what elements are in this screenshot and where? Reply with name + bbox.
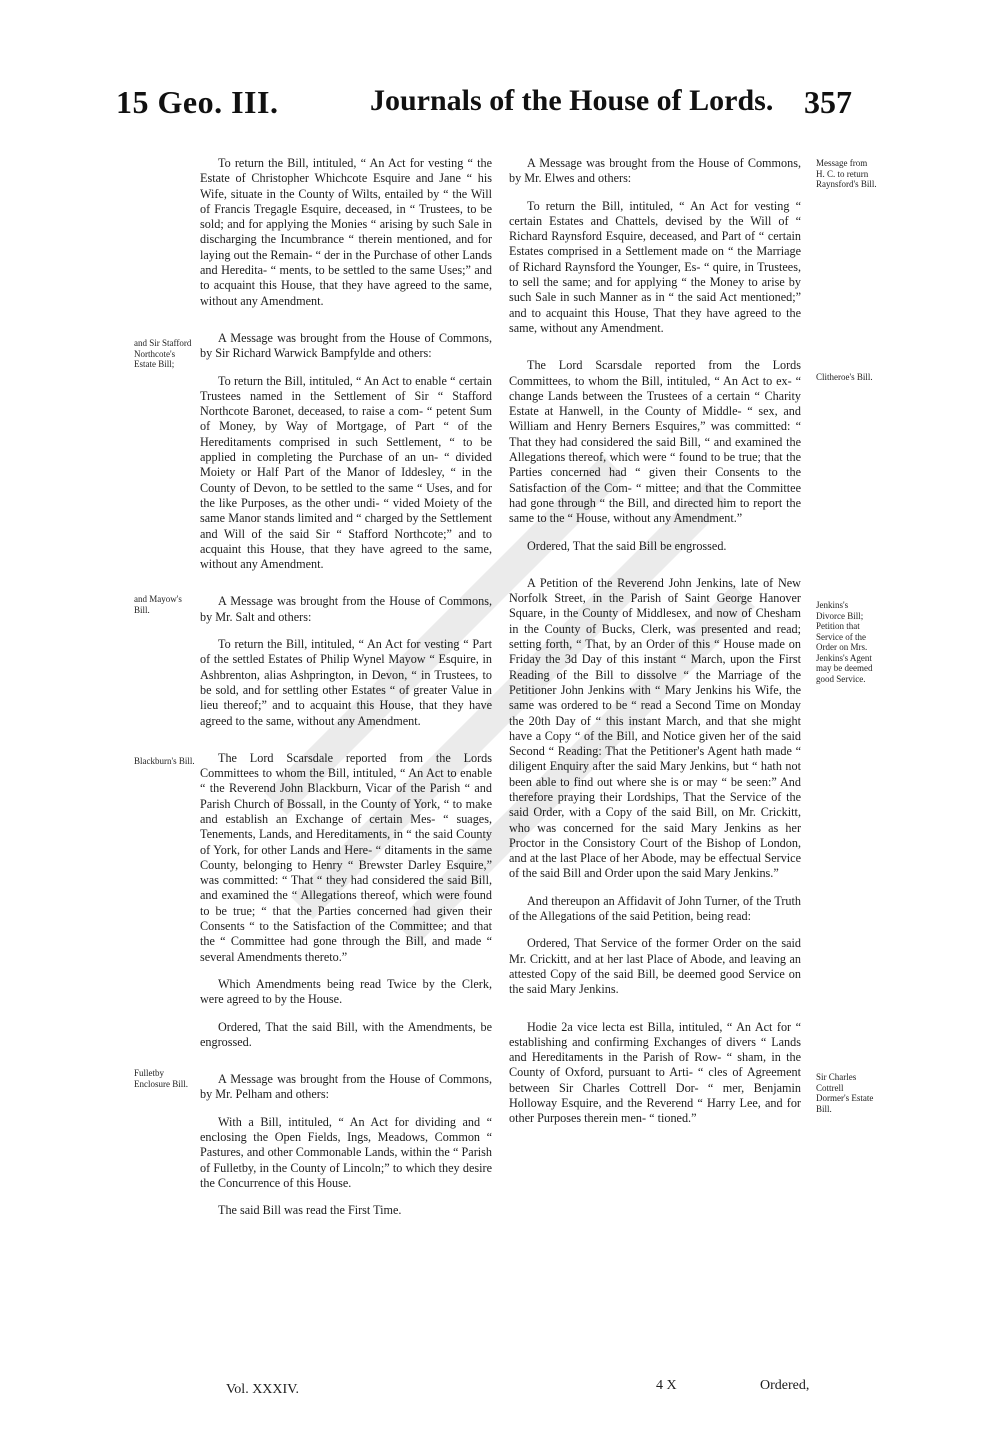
paragraph: Ordered, That the said Bill, with the Amendments, be engrossed.: [200, 1019, 492, 1049]
signature-mark: 4 X: [656, 1378, 677, 1393]
paragraph: The Lord Scarsdale reported from the Lords Committees, to whom the Bill, intituled, “ An Act to ex- “ change Lands between the Trustees of a certain “ Charity Estate at Hanwell, in the County of Middle- “ sex, and William and Henry Berners Esquires,” was committed: “ That they had considered the said Bill, “ and examined the Allegations thereof, which were “ found to be true; that the Parties concerned had “ given their Consents to the Satisfaction of the Com- “ mittee; and that the Committee had gone through “ the Bill, and directed him to report the same to the “ House, without any Amendment.”: [509, 358, 801, 526]
page-number: 357: [804, 84, 852, 120]
paragraph: A Message was brought from the House of Commons, by Mr. Elwes and others:: [509, 156, 801, 186]
paragraph: To return the Bill, intituled, “ An Act for vesting “ the Estate of Christopher Whichcote Esquire and Jane “ his Wife, situate in the County of Wilts, entailed by “ the Will of Francis Tregagle Esquire, deceased, in “ Trustees, to be sold; and for applying the Monies “ arising by such Sale in discharging the Incumbrance “ therein mentioned, and for laying out the Remain- “ der in the Purchase of other Lands and Heredita- “ ments, to be settled to the same Uses;” and to acquaint this House, that they have agreed to the same, without any Amendment.: [200, 156, 492, 308]
margin-note: Jenkins's Divorce Bill; Petition that Service of the Order on Mrs. Jenkins's Agent may be deemed good Service.: [816, 600, 873, 684]
paragraph: To return the Bill, intituled, “ An Act for vesting “ Part of the settled Estates of Philip Wynel Mayow “ Esquire, in Ashbrenton, alias Ashprington, in Devon, “ in Trustees, to be sold, and for settling other Estates “ of greater Value in lieu thereof;” and to acquaint this House, that they have agreed to the same, without any Amendment.: [200, 637, 492, 728]
paragraph: To return the Bill, intituled, “ An Act for vesting “ certain Estates and Chattels, devised by the Will of “ Richard Raynsford Esquire, deceased, and Part of “ certain Estates comprised in a Settlement made on “ the Marriage of Richard Raynsford the Younger, Es- “ quire, in Trustees, to sell the same; and for applying “ the Money to arise by such Sale in such Manner as in “ the said Act mentioned;” and to acquaint this House, That they have agreed to the same, without any Amendment.: [509, 198, 801, 335]
margin-note: Sir Charles Cottrell Dormer's Estate Bill.: [816, 1072, 874, 1114]
paragraph: A Message was brought from the House of Commons, by Mr. Pelham and others:: [200, 1072, 492, 1102]
paragraph: To return the Bill, intituled, “ An Act to enable “ certain Trustees named in the Settlement of Sir “ Stafford Northcote Baronet, deceased, to raise a com- “ petent Sum of Money, by Way of Mortgage, of Part “ of the Hereditaments comprised in such Settlement, “ to be applied in completing the Purchase of an un- “ divided Moiety or Half Part of the Manor of Iddesley, “ in the County of Devon, to be settled to the same “ Uses, and for the like Purposes, as the other undi- “ vided Moiety of the same Manor stands limited and “ charged by the Settlement and Will of the said Sir “ Stafford Northcote;” and to acquaint this House, that they have agreed to the same, without any Amendment.: [200, 373, 492, 572]
paragraph: Which Amendments being read Twice by the Clerk, were agreed to by the House.: [200, 976, 492, 1007]
paragraph: The Lord Scarsdale reported from the Lords Committees to whom the Bill, intituled, “ An Act to enable “ the Reverend John Blackburn, Vicar of the Parish “ and Parish Church of Bossall, in the County of York, “ to make and establish an Exchange of certain Mes- “ suages, Tenements, Lands, and Hereditaments, in “ the said County of York, for other Lands and Here- “ ditaments in the same County, belonging to Henry “ Brewster Darley Esquire,” was committed: “ That “ they had considered the said Bill, and examined the “ Allegations thereof, which were found to be true; “ that the Parties concerned had given their Consents “ to the Satisfaction of the Committee; and that the “ Committee had gone through the Bill, and made “ several Amendments thereto.”: [200, 750, 492, 964]
running-head-title: Journals of the House of Lords.: [370, 84, 774, 117]
paragraph: The said Bill was read the First Time.: [218, 1203, 402, 1218]
running-head-regnal-year: 15 Geo. III.: [116, 84, 279, 120]
paragraph: A Message was brought from the House of Commons, by Mr. Salt and others:: [200, 594, 492, 624]
right-column: [509, 156, 801, 1139]
margin-note: and Mayow's Bill.: [134, 594, 182, 615]
paragraph: A Petition of the Reverend John Jenkins, late of New Norfolk Street, in the Parish of Saint George Hanover Square, in the County of Middlesex, and now of Chesham in the County of Bucks, Clerk, was presented and read; setting forth, “ That, by an Order of this “ House made on Friday the 3d Day of this instant “ March, upon the First Reading of the Bill to dissolve “ the Marriage of the Petitioner John Jenkins with “ Mary Jenkins his Wife, the same was ordered to be “ read a Second Time on Monday the 20th Day of “ this instant March, and that she might have a Copy “ of the Bill, and Notice given her of the said Second “ Reading: That the Petitioner's Agent hath made “ diligent Enquiry after the said Mary Jenkins, but “ hath not been able to find out where she is or may “ be seen:” And therefore praying their Lordships, That the Service of the said Order, with a Copy of the said Bill, on Mr. Crickitt, who was concerned for the said Mary Jenkins as her Proctor in the Consistory Court of the Bishop of London, and at the last Place of her Abode, may be effectual Service of the said Bill and Order upon the said Mary Jenkins.”: [509, 575, 801, 881]
paragraph: Hodie 2a vice lecta est Billa, intituled, “ An Act for “ establishing and confirming Exchanges of divers “ Lands and Hereditaments in the Parish of Row- “ sham, in the County of Oxford, pursuant to Arti- “ cles of Agreement between Sir Charles Cottrell Dor- “ mer, Benjamin Holloway Esquire, and the Reverend “ Harry Lee, and for other Purposes therein men- “ tioned.”: [509, 1019, 801, 1126]
paragraph: Ordered, That Service of the former Order on the said Mr. Crickitt, and at her last Place of Abode, and leaving an attested Copy of the said Bill, be deemed good Service on the said Mary Jenkins.: [509, 936, 801, 997]
margin-note: and Sir Stafford Northcote's Estate Bill;: [134, 338, 192, 369]
paragraph: And thereupon an Affidavit of John Turner, of the Truth of the Allegations of the said Petition, being read:: [509, 893, 801, 924]
volume-number: Vol. XXXIV.: [226, 1382, 299, 1397]
paragraph: Ordered, That the said Bill be engrossed.: [527, 538, 727, 553]
margin-note: Blackburn's Bill.: [134, 756, 195, 766]
left-column: [200, 156, 492, 1225]
paragraph: A Message was brought from the House of Commons, by Sir Richard Warwick Bampfylde and others:: [200, 330, 492, 361]
margin-note: Message from H. C. to return Raynsford's Bill.: [816, 158, 877, 189]
margin-note: Fulletby Enclosure Bill.: [134, 1068, 188, 1089]
catchword: Ordered,: [760, 1378, 810, 1393]
paragraph: With a Bill, intituled, “ An Act for dividing and “ enclosing the Open Fields, Ings, Meadows, Common “ Pastures, and other Commonable Lands, within the “ Parish of Fulletby, in the County of Lincoln;” to which they desire the Concurrence of this House.: [200, 1114, 492, 1190]
margin-note: Clitheroe's Bill.: [816, 372, 873, 382]
